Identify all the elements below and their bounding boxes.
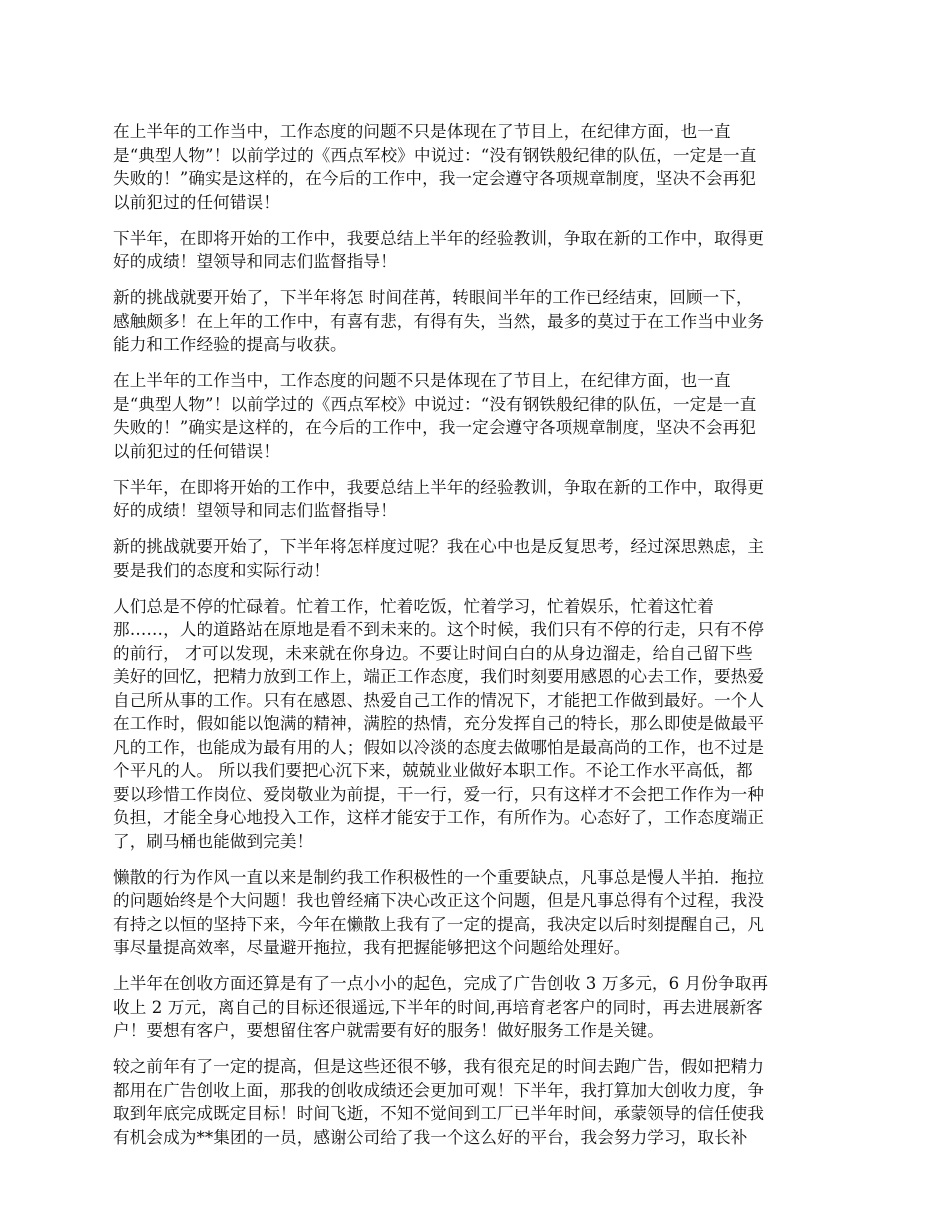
paragraph: 懒散的行为作风一直以来是制约我工作积极性的一个重要缺点，凡事总是慢人半拍．拖拉 的问题始终是个大问题！我也曾经痛下决心改正这个问题，但是凡事总得有个过程，我没 有持之以恒的坚持下来，今年在懒散上我有了一定的提高，我决定以后时刻提醒自己，凡 事尽量提高效率，尽量避开拖拉，我有把握能够把这个问题给处理好。 — [113, 867, 765, 957]
paragraph: 上半年在创收方面还算是有了一点小小的起色，完成了广告创收 3 万多元，6 月份争取再 收上 2 万元，离自己的目标还很遥远,下半年的时间,再培育老客户的同时，再去进展新客 户！要想有客户，要想留住客户就需要有好的服务！做好服务工作是关键。 — [113, 974, 769, 1040]
paragraph: 在上半年的工作当中，工作态度的问题不只是体现在了节目上，在纪律方面，也一直 是“典型人物”！以前学过的《西点军校》中说过：“没有钢铁般纪律的队伍，一定是一直 失败的！”确实是这样的，在今后的工作中，我一定会遵守各项规章制度，坚决不会再犯 以前犯过的任何错误！ — [113, 371, 757, 461]
paragraph: 新的挑战就要开始了，下半年将怎 时间荏苒，转眼间半年的工作已经结束，回顾一下， 感触颇多！在上年的工作中，有喜有悲，有得有失，当然，最多的莫过于在工作当中业务 能力和工作经验的提高与收获。 — [113, 288, 765, 354]
paragraph: 下半年，在即将开始的工作中，我要总结上半年的经验教训，争取在新的工作中，取得更 好的成绩！望领导和同志们监督指导！ — [113, 228, 765, 271]
paragraph: 下半年，在即将开始的工作中，我要总结上半年的经验教训，争取在新的工作中，取得更 好的成绩！望领导和同志们监督指导！ — [113, 477, 765, 520]
paragraph: 新的挑战就要开始了，下半年将怎样度过呢？我在心中也是反复思考，经过深思熟虑，主 要是我们的态度和实际行动！ — [113, 537, 765, 580]
paragraph: 在上半年的工作当中，工作态度的问题不只是体现在了节目上，在纪律方面，也一直 是“典型人物”！以前学过的《西点军校》中说过：“没有钢铁般纪律的队伍，一定是一直 失败的！”确实是这样的，在今后的工作中，我一定会遵守各项规章制度，坚决不会再犯 以前犯过的任何错误！ — [113, 122, 757, 212]
paragraph: 较之前年有了一定的提高，但是这些还很不够，我有很充足的时间去跑广告，假如把精力 都用在广告创收上面，那我的创收成绩还会更加可观！下半年，我打算加大创收力度，争 取到年底完成既定目标！时间飞逝，不知不觉间到工厂已半年时间，承蒙领导的信任使我 有机会成为**集团的一员，感谢公司给了我一个这么好的平台，我会努力学习，取长补 — [113, 1057, 765, 1147]
document-body — [113, 120, 841, 1162]
paragraph: 人们总是不停的忙碌着。忙着工作，忙着吃饭，忙着学习，忙着娱乐，忙着这忙着 那……，人的道路站在原地是看不到未来的。这个时候，我们只有不停的行走，只有不停 的前行， 才可以发现，未来就在你身边。不要让时间白白的从身边溜走，给自己留下些 美好的回忆，把精力放到工作上，端正工作态度，我们时刻要用感恩的心去工作，要热爱 自己所从事的工作。只有在感恩、热爱自己工作的情况下，才能把工作做到最好。一个人 在工作时，假如能以饱满的精神，满腔的热情，充分发挥自己的特长，那么即使是做最平 凡的工作，也能成为最有用的人；假如以冷淡的态度去做哪怕是最高尚的工作，也不过是 个平凡的人。 所以我们要把心沉下来，兢兢业业做好本职工作。不论工作水平高低，都 要以珍惜工作岗位、爱岗敬业为前提，干一行，爱一行，只有这样才不会把工作作为一种 负担，才能全身心地投入工作，这样才能安于工作，有所作为。心态好了，工作态度端正 了，刷马桶也能做到完美！ — [113, 596, 765, 851]
